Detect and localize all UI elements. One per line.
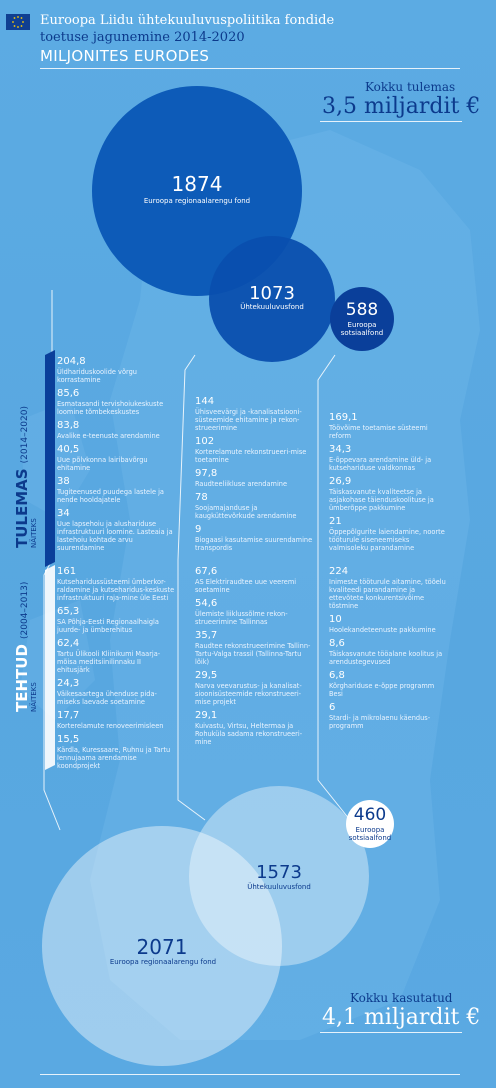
bottom-total-underline <box>320 1032 462 1033</box>
item-value: 9 <box>195 524 202 535</box>
item-description: Väikesaartega ühenduse pida-miseks laevade soetamine <box>57 690 157 706</box>
item-description: Tugiteenused puudega lastele ja nende hooldajatele <box>57 488 164 504</box>
item-description: Uue lapsehoiu ja alushariduse infrastruktuuri loomine. Lasteaia ja lastehoiu kohtade arvu suurendamine <box>57 520 173 552</box>
list-item <box>329 670 447 698</box>
item-value: 102 <box>195 436 215 447</box>
item-value: 85,6 <box>57 388 80 399</box>
bottom-total-label: Kokku kasutatud <box>350 991 453 1005</box>
tehtud-note: NÄITEKS <box>30 682 38 712</box>
list-item <box>329 444 447 472</box>
esf-2014-value: 588 <box>345 300 379 320</box>
list-item <box>195 670 315 706</box>
list-item <box>57 476 175 504</box>
list-item <box>57 508 175 552</box>
footer-divider <box>40 1074 460 1075</box>
item-value: 78 <box>195 492 208 503</box>
item-value: 8,6 <box>329 638 345 649</box>
item-description: E-õppevara arendamine üld- ja kutsehariduse valdkonnas <box>329 456 432 472</box>
esf-2004-value: 460 <box>353 805 387 825</box>
item-description: Õppepõlgurite laiendamine, noorte tööturule siseneemiseks valmisoleku parandamine <box>329 528 445 552</box>
top-total-value: 3,5 miljardit € <box>322 94 481 119</box>
list-item <box>195 630 315 666</box>
item-value: 204,8 <box>57 356 86 367</box>
item-value: 6 <box>329 702 336 713</box>
item-description: Üldhariduskoolide võrgu korrastamine <box>57 368 137 384</box>
item-description: Ühisveevärgi ja -kanalisatsiooni-süsteemide ehitamine ja rekon-strueerimine <box>195 408 302 432</box>
page-title-line3: MILJONITES EURODES <box>40 47 210 65</box>
item-description: Inimeste tööturule aitamine, töõelu kvaliteedi parandamine ja ettevõtete konkurentsivõime tõstmine <box>329 578 446 610</box>
item-description: Hoolekandeteenuste pakkumine <box>329 626 436 634</box>
tehtud-years: (2004–2013) <box>20 581 30 639</box>
item-description: Uue põlvkonna lairibavõrgu ehitamine <box>57 456 148 472</box>
item-value: 26,9 <box>329 476 352 487</box>
item-value: 35,7 <box>195 630 218 641</box>
list-item <box>195 566 315 594</box>
tehtud-col2 <box>195 566 315 746</box>
item-description: Kuivastu, Virtsu, Heltermaa ja Rohuküla sadama rekonstrueeri-mine <box>195 722 303 746</box>
cohesion-2014-label: Ühtekuuluvusfond <box>240 303 304 311</box>
item-value: 29,1 <box>195 710 218 721</box>
item-value: 224 <box>329 566 349 577</box>
item-value: 161 <box>57 566 77 577</box>
item-value: 6,8 <box>329 670 345 681</box>
list-item <box>329 702 447 730</box>
top-total-label: Kokku tulemas <box>365 80 456 94</box>
item-description: Ülemiste liiklussõlme rekon-strueerimine Tallinnas <box>195 610 288 626</box>
cohesion-2004-label: Ühtekuuluvusfond <box>247 883 311 891</box>
item-description: Raudtee rekonstrueerimine Tallinn-Tartu-Valga trassil (Tallinna-Tartu lõik) <box>195 642 311 666</box>
list-item <box>195 710 315 746</box>
item-description: Täiskasvanute kvaliteetse ja asjakohase täienduskoolituse ja ümberõppe pakkumine <box>329 488 434 512</box>
list-item <box>57 734 175 770</box>
item-description: Täiskasvanute tööalane koolitus ja arendustegevused <box>329 650 443 666</box>
item-description: Tartu Ülikooli Kliinikumi Maarja-mõisa meditsiinilinnaku II ehitusjärk <box>57 650 161 674</box>
erdf-2004-value: 2071 <box>136 935 188 959</box>
list-item <box>57 420 175 440</box>
item-description: Kutseharidussüsteemi ümberkor-raldamine ja kutseharidus-keskuste infrastruktuuri raja-mine üle Eesti <box>57 578 175 602</box>
item-description: Soojamajanduse ja kaugküttevõrkude arendamine <box>195 504 297 520</box>
tehtud-col3 <box>329 566 447 730</box>
list-item <box>57 356 175 384</box>
item-value: 40,5 <box>57 444 80 455</box>
tehtud-title: TEHTUD <box>13 644 31 712</box>
tulemas-side-label <box>12 406 31 548</box>
item-value: 10 <box>329 614 342 625</box>
list-item <box>195 468 315 488</box>
list-item <box>329 516 447 552</box>
item-value: 97,8 <box>195 468 218 479</box>
tehtud-side-label <box>12 582 31 712</box>
cohesion-2014-value: 1073 <box>249 283 295 304</box>
item-value: 17,7 <box>57 710 80 721</box>
item-value: 21 <box>329 516 342 527</box>
list-item <box>329 412 447 440</box>
item-description: AS Elektriraudtee uue veeremi soetamine <box>195 578 297 594</box>
item-value: 34 <box>57 508 70 519</box>
list-item <box>57 606 175 634</box>
tehtud-col1 <box>57 566 175 770</box>
list-item <box>57 678 175 706</box>
bottom-total-value: 4,1 miljardit € <box>322 1005 481 1030</box>
item-description: SA Põhja-Eesti Regionaalhaigla juurde- ja ümberehitus <box>57 618 159 634</box>
item-description: Narva veevarustus- ja kanalisat-sioonisüsteemide rekonstrueeri-mise projekt <box>195 682 302 706</box>
item-value: 83,8 <box>57 420 80 431</box>
esf-2014-label: Euroopa sotsiaalfond <box>340 321 384 337</box>
item-value: 38 <box>57 476 70 487</box>
item-value: 67,6 <box>195 566 218 577</box>
item-value: 169,1 <box>329 412 358 423</box>
list-item <box>195 598 315 626</box>
item-value: 29,5 <box>195 670 218 681</box>
esf-2004-label: Euroopa sotsiaalfond <box>348 826 392 842</box>
list-item <box>57 444 175 472</box>
item-value: 24,3 <box>57 678 80 689</box>
item-value: 54,6 <box>195 598 218 609</box>
item-description: Stardi- ja mikrolaenu käendus-programm <box>329 714 431 730</box>
item-description: Kõrghariduse e-õppe programm Besi <box>329 682 435 698</box>
erdf-2004-label: Euroopa regionaalarengu fond <box>109 958 217 966</box>
list-item <box>57 566 175 602</box>
item-value: 15,5 <box>57 734 80 745</box>
item-value: 62,4 <box>57 638 80 649</box>
item-description: Korterelamute renoveerimisleen <box>57 722 164 730</box>
list-item <box>195 524 315 552</box>
item-value: 34,3 <box>329 444 352 455</box>
list-item <box>329 476 447 512</box>
item-value: 65,3 <box>57 606 80 617</box>
list-item <box>195 492 315 520</box>
tulemas-col1 <box>57 356 175 552</box>
page-title-line2: toetuse jagunemine 2014-2020 <box>40 30 245 45</box>
erdf-2014-value: 1874 <box>171 172 223 196</box>
list-item <box>57 638 175 674</box>
tulemas-note: NÄITEKS <box>30 518 38 548</box>
list-item <box>329 566 447 610</box>
item-description: Töövõime toetamise süsteemi reform <box>329 424 428 440</box>
tulemas-title: TULEMAS <box>13 468 31 548</box>
item-description: Kärdla, Kuressaare, Ruhnu ja Tartu lennujaama arendamise koondprojekt <box>57 746 171 770</box>
list-item <box>329 614 447 634</box>
list-item <box>195 436 315 464</box>
cohesion-2004-value: 1573 <box>256 862 302 883</box>
list-item <box>57 710 175 730</box>
list-item <box>329 638 447 666</box>
tulemas-col3 <box>329 412 447 552</box>
item-description: Esmatasandi tervishoiukeskuste loomine tõmbekeskustes <box>57 400 164 416</box>
list-item <box>57 388 175 416</box>
item-description: Biogaasi kasutamise suurendamine transpordis <box>195 536 313 552</box>
tulemas-col2 <box>195 396 315 552</box>
item-description: Raudteeliikluse arendamine <box>195 480 288 488</box>
item-description: Avalike e-teenuste arendamine <box>57 432 160 440</box>
item-value: 144 <box>195 396 215 407</box>
erdf-2014-label: Euroopa regionaalarengu fond <box>143 197 251 205</box>
list-item <box>195 396 315 432</box>
tulemas-years: (2014–2020) <box>20 406 30 464</box>
page-title-line1: Euroopa Liidu ühtekuuluvuspoliitika fondide <box>40 13 335 28</box>
item-description: Korterelamute rekonstrueeri-mise toetamine <box>195 448 307 464</box>
